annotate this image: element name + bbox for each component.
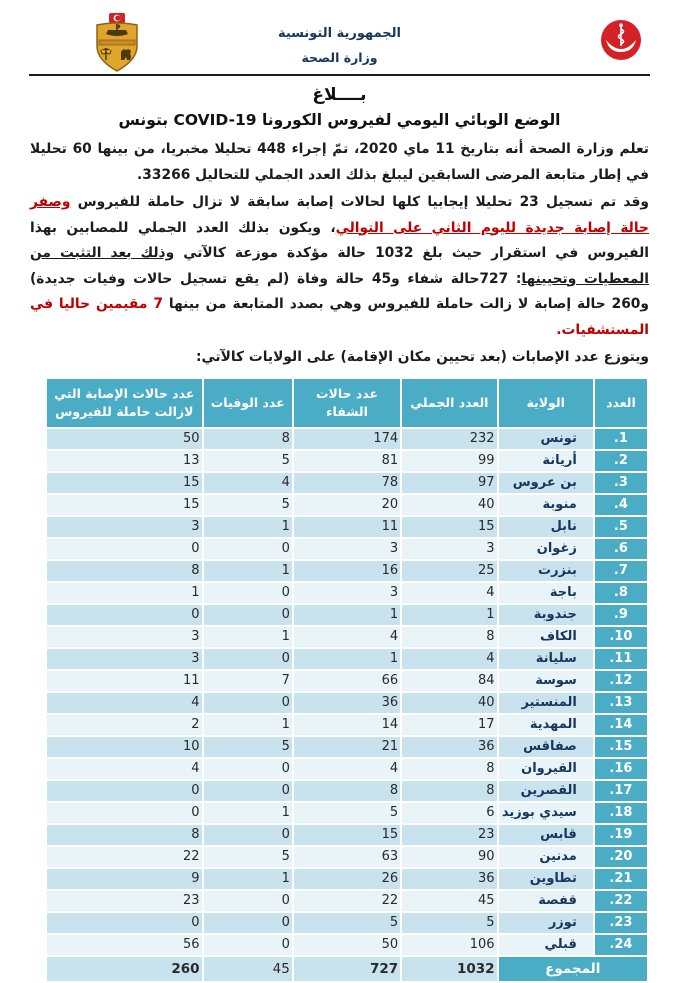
table-header	[46, 378, 648, 428]
recovered-cases: 50	[293, 934, 401, 956]
header-no: العدد	[594, 378, 648, 428]
death-cases: 0	[203, 824, 293, 846]
recovered-cases: 1	[293, 604, 401, 626]
total-cases: 84	[401, 670, 497, 692]
table-row	[46, 428, 648, 450]
row-index: .10	[594, 626, 648, 648]
ministry-title: وزارة الصحة	[301, 50, 378, 65]
death-cases: 8	[203, 428, 293, 450]
active-cases: 8	[46, 560, 203, 582]
table-row	[46, 824, 648, 846]
total-cases: 25	[401, 560, 497, 582]
row-index: .11	[594, 648, 648, 670]
death-cases: 1	[203, 714, 293, 736]
active-cases: 0	[46, 780, 203, 802]
table-row	[46, 670, 648, 692]
row-index: .8	[594, 582, 648, 604]
death-cases: 1	[203, 516, 293, 538]
recovered-cases: 1	[293, 648, 401, 670]
total-cases: 8	[401, 626, 497, 648]
total-cases: 99	[401, 450, 497, 472]
governorate-name: المهدية	[498, 714, 594, 736]
p2-hospitalized-highlight: 7 مقيمين حاليا في المستشفيات.	[30, 296, 649, 338]
recovered-cases: 20	[293, 494, 401, 516]
row-index: .5	[594, 516, 648, 538]
table-row	[46, 736, 648, 758]
active-cases: 10	[46, 736, 203, 758]
row-index: .12	[594, 670, 648, 692]
row-index: .20	[594, 846, 648, 868]
table-row	[46, 648, 648, 670]
recovered-cases: 66	[293, 670, 401, 692]
table-footer	[46, 956, 648, 982]
row-index: .13	[594, 692, 648, 714]
document-header	[0, 0, 679, 76]
total-cases: 23	[401, 824, 497, 846]
paragraph-tests: تعلم وزارة الصحة أنه بتاريخ 11 ماي 2020، تمّ إجراء 448 تحليلا مخبريا، من بينها 60 تحليلا في إطار متابعة المرضى السابقين ليبلغ بذلك العدد الجملي للتحاليل 33266.	[30, 141, 649, 183]
active-cases: 8	[46, 824, 203, 846]
table-row	[46, 758, 648, 780]
p2-seg3: ، ويكون بذلك العدد الجملي للمصابين بهذا الفيروس في استقرار حيث بلغ	[30, 219, 649, 262]
total-cases: 8	[401, 758, 497, 780]
death-cases: 1	[203, 802, 293, 824]
death-cases: 1	[203, 626, 293, 648]
governorate-name: القيروان	[498, 758, 594, 780]
governorate-name: بن عروس	[498, 472, 594, 494]
active-cases: 23	[46, 890, 203, 912]
governorate-name: توزر	[498, 912, 594, 934]
row-index: .22	[594, 890, 648, 912]
republic-title: الجمهورية التونسية	[277, 26, 402, 41]
governorate-name: جندوبة	[498, 604, 594, 626]
ministry-of-health-logo-icon	[599, 18, 643, 62]
row-index: .16	[594, 758, 648, 780]
header-titles	[0, 26, 679, 65]
governorate-name: صفاقس	[498, 736, 594, 758]
p2-zero-new-cases-highlight: وصفر حالة إصابة جديدة لليوم الثاني على التوالي	[30, 194, 649, 236]
p2-data-verified-highlight: وذلك بعد التثبت من المعطيات وتحيينها	[30, 245, 649, 287]
communique-title: بــــلاغ	[312, 85, 367, 105]
row-index: .24	[594, 934, 648, 956]
death-cases: 0	[203, 582, 293, 604]
death-cases: 5	[203, 846, 293, 868]
table-row	[46, 560, 648, 582]
recovered-cases: 3	[293, 582, 401, 604]
governorate-table-body	[46, 428, 648, 956]
total-cases: 232	[401, 428, 497, 450]
governorate-name: مدنين	[498, 846, 594, 868]
header-deaths: عدد الوفيات	[203, 378, 293, 428]
active-cases: 4	[46, 758, 203, 780]
active-cases: 3	[46, 626, 203, 648]
active-sum: 260	[46, 956, 203, 982]
death-cases: 0	[203, 648, 293, 670]
active-cases: 56	[46, 934, 203, 956]
recovered-cases: 4	[293, 758, 401, 780]
governorate-name: منوبة	[498, 494, 594, 516]
header-divider	[29, 74, 650, 76]
table-row	[46, 472, 648, 494]
total-cases: 4	[401, 582, 497, 604]
active-cases: 15	[46, 472, 203, 494]
total-cases: 15	[401, 516, 497, 538]
recovered-cases: 5	[293, 912, 401, 934]
death-cases: 0	[203, 912, 293, 934]
table-row	[46, 538, 648, 560]
total-cases: 36	[401, 868, 497, 890]
table-row	[46, 714, 648, 736]
row-index: .3	[594, 472, 648, 494]
total-cases: 5	[401, 912, 497, 934]
governorate-name: قابس	[498, 824, 594, 846]
recovered-cases: 15	[293, 824, 401, 846]
governorate-name: الكاف	[498, 626, 594, 648]
active-cases: 11	[46, 670, 203, 692]
row-index: .7	[594, 560, 648, 582]
total-cases: 97	[401, 472, 497, 494]
active-cases: 3	[46, 648, 203, 670]
p2-seg1: وقد تم تسجيل 23 تحليلا إيجابيا كلها لحالات إصابة سابقة لا تزال حاملة للفيروس	[70, 194, 649, 211]
table-row	[46, 846, 648, 868]
governorate-name: أريانة	[498, 450, 594, 472]
active-cases: 0	[46, 802, 203, 824]
row-index: .17	[594, 780, 648, 802]
recovered-cases: 21	[293, 736, 401, 758]
p2-confirmed-total-highlight: 1032 حالة مؤكدة	[286, 245, 414, 262]
active-cases: 0	[46, 538, 203, 560]
recovered-cases: 16	[293, 560, 401, 582]
total-label: المجموع	[498, 956, 648, 982]
governorate-name: باجة	[498, 582, 594, 604]
recovered-sum: 727	[293, 956, 401, 982]
death-cases: 0	[203, 934, 293, 956]
recovered-cases: 3	[293, 538, 401, 560]
governorate-name: بنزرت	[498, 560, 594, 582]
recovered-cases: 78	[293, 472, 401, 494]
page-title: الوضع الوبائي اليومي لفيروس الكورونا COVID-19 بتونس	[118, 111, 561, 129]
table-row	[46, 868, 648, 890]
table-row	[46, 780, 648, 802]
row-index: .18	[594, 802, 648, 824]
death-cases: 1	[203, 868, 293, 890]
total-cases: 36	[401, 736, 497, 758]
death-cases: 0	[203, 604, 293, 626]
table-row	[46, 802, 648, 824]
recovered-cases: 4	[293, 626, 401, 648]
paragraph-distribution: ويتوزع عدد الإصابات (بعد تحيين مكان الإقامة) على الولايات كالآتي:	[195, 349, 649, 366]
active-cases: 13	[46, 450, 203, 472]
death-cases: 0	[203, 692, 293, 714]
governorate-name: تونس	[498, 428, 594, 450]
death-cases: 0	[203, 890, 293, 912]
death-cases: 5	[203, 736, 293, 758]
recovered-cases: 63	[293, 846, 401, 868]
active-cases: 3	[46, 516, 203, 538]
death-cases: 0	[203, 780, 293, 802]
death-cases: 7	[203, 670, 293, 692]
row-index: .6	[594, 538, 648, 560]
governorate-name: تطاوين	[498, 868, 594, 890]
governorate-name: المنستير	[498, 692, 594, 714]
table-row	[46, 890, 648, 912]
body-text	[0, 129, 679, 371]
table-row	[46, 626, 648, 648]
p2-seg7: : 727حالة شفاء و45 حالة وفاة (لم يقع تسجيل حالات وفيات جديدة) و260 حالة إصابة لا زالت حاملة للفيروس وهي بصدد المتابعة من بينها	[30, 270, 649, 313]
table-row	[46, 516, 648, 538]
governorate-name: سوسة	[498, 670, 594, 692]
active-cases: 4	[46, 692, 203, 714]
row-index: .15	[594, 736, 648, 758]
death-cases: 4	[203, 472, 293, 494]
total-cases: 6	[401, 802, 497, 824]
total-cases: 40	[401, 494, 497, 516]
death-cases: 0	[203, 758, 293, 780]
governorate-name: نابل	[498, 516, 594, 538]
recovered-cases: 11	[293, 516, 401, 538]
table-row	[46, 450, 648, 472]
active-cases: 9	[46, 868, 203, 890]
active-cases: 0	[46, 912, 203, 934]
deaths-sum: 45	[203, 956, 293, 982]
death-cases: 5	[203, 494, 293, 516]
governorate-cases-table	[45, 377, 649, 983]
total-cases: 90	[401, 846, 497, 868]
active-cases: 0	[46, 604, 203, 626]
table-row	[46, 934, 648, 956]
recovered-cases: 22	[293, 890, 401, 912]
row-index: .23	[594, 912, 648, 934]
row-index: .21	[594, 868, 648, 890]
total-cases: 8	[401, 780, 497, 802]
p2-seg5: موزعة كالآتي	[174, 245, 287, 262]
recovered-cases: 5	[293, 802, 401, 824]
governorate-name: قبلي	[498, 934, 594, 956]
recovered-cases: 26	[293, 868, 401, 890]
header-total: العدد الجملي	[401, 378, 497, 428]
table-row	[46, 582, 648, 604]
recovered-cases: 14	[293, 714, 401, 736]
table-row	[46, 912, 648, 934]
row-index: .1	[594, 428, 648, 450]
total-row	[46, 956, 648, 982]
row-index: .9	[594, 604, 648, 626]
total-cases: 17	[401, 714, 497, 736]
recovered-cases: 8	[293, 780, 401, 802]
death-cases: 0	[203, 538, 293, 560]
header-recovered: عدد حالات الشفاء	[293, 378, 401, 428]
governorate-name: القصرين	[498, 780, 594, 802]
active-cases: 22	[46, 846, 203, 868]
total-cases: 1	[401, 604, 497, 626]
recovered-cases: 36	[293, 692, 401, 714]
active-cases: 50	[46, 428, 203, 450]
death-cases: 5	[203, 450, 293, 472]
governorate-name: سليانة	[498, 648, 594, 670]
total-cases: 106	[401, 934, 497, 956]
active-cases: 2	[46, 714, 203, 736]
total-cases: 3	[401, 538, 497, 560]
governorate-name: زغوان	[498, 538, 594, 560]
paragraph-cases	[30, 190, 649, 343]
total-cases: 4	[401, 648, 497, 670]
governorate-name: سيدي بوزيد	[498, 802, 594, 824]
governorate-name: قفصة	[498, 890, 594, 912]
header-active: عدد حالات الإصابة التي لازالت حاملة للفيروس	[46, 378, 203, 428]
total-cases-sum: 1032	[401, 956, 497, 982]
row-index: .19	[594, 824, 648, 846]
recovered-cases: 174	[293, 428, 401, 450]
table-row	[46, 494, 648, 516]
active-cases: 15	[46, 494, 203, 516]
header-governorate: الولاية	[498, 378, 594, 428]
recovered-cases: 81	[293, 450, 401, 472]
table-row	[46, 692, 648, 714]
death-cases: 1	[203, 560, 293, 582]
total-cases: 40	[401, 692, 497, 714]
row-index: .2	[594, 450, 648, 472]
total-cases: 45	[401, 890, 497, 912]
table-row	[46, 604, 648, 626]
active-cases: 1	[46, 582, 203, 604]
row-index: .4	[594, 494, 648, 516]
row-index: .14	[594, 714, 648, 736]
